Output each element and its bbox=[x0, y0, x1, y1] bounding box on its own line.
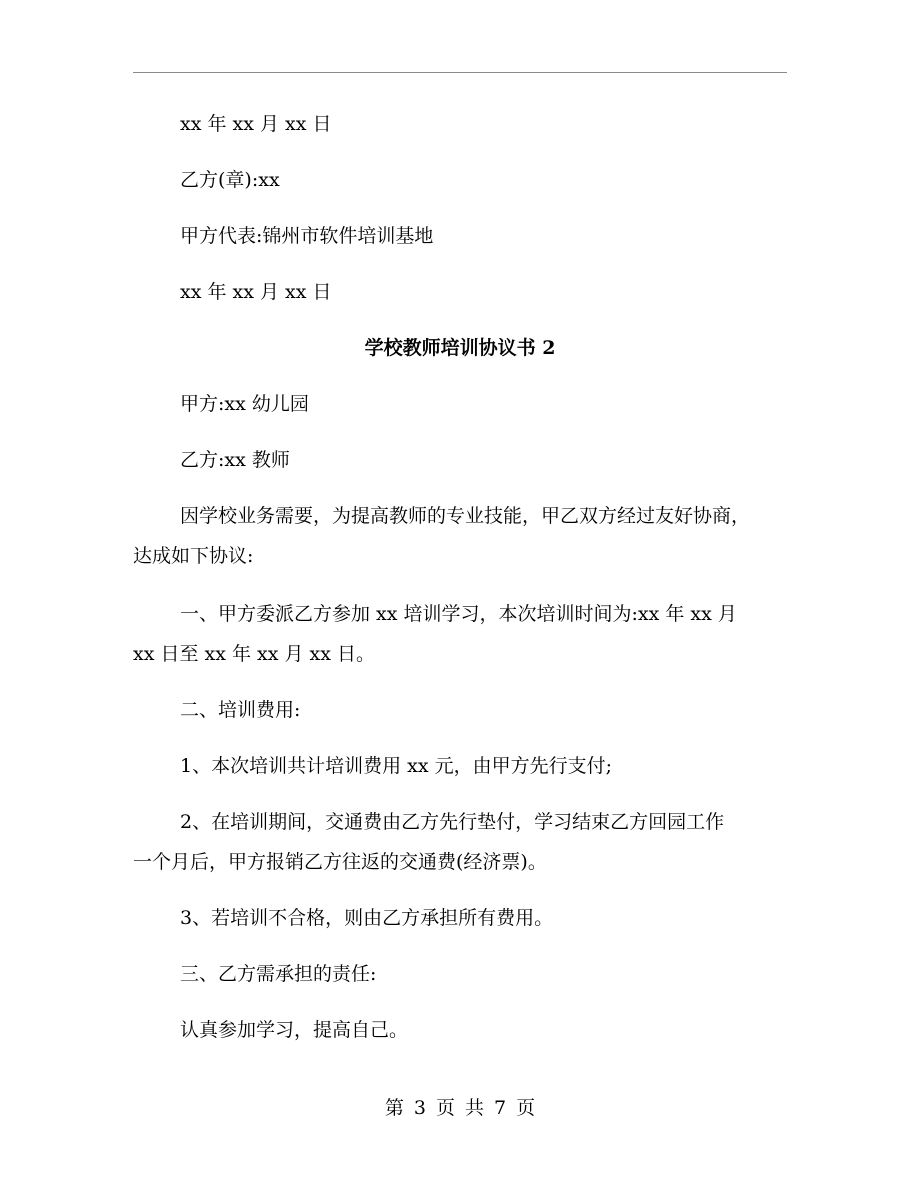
party-a-representative-line: 甲方代表:锦州市软件培训基地 bbox=[180, 225, 434, 247]
clause-two-item-3: 3、若培训不合格，则由乙方承担所有费用。 bbox=[180, 907, 554, 929]
clause-one-line-1: 一、甲方委派乙方参加 xx 培训学习，本次培训时间为:xx 年 xx 月 bbox=[180, 603, 737, 625]
intro-paragraph-line-2: 达成如下协议: bbox=[133, 545, 254, 567]
header-rule bbox=[133, 72, 787, 73]
party-a-line: 甲方:xx 幼儿园 bbox=[180, 393, 309, 415]
clause-two-item-2-line-1: 2、在培训期间，交通费由乙方先行垫付，学习结束乙方回园工作 bbox=[180, 811, 725, 833]
date-line: xx 年 xx 月 xx 日 bbox=[180, 113, 332, 135]
clause-three-body: 认真参加学习，提高自己。 bbox=[180, 1019, 409, 1041]
clause-two-item-1: 1、本次培训共计培训费用 xx 元，由甲方先行支付; bbox=[180, 755, 613, 777]
document-title: 学校教师培训协议书 2 bbox=[364, 337, 556, 359]
clause-three-heading: 三、乙方需承担的责任: bbox=[180, 963, 377, 985]
party-b-seal-line: 乙方(章):xx bbox=[180, 169, 280, 191]
intro-paragraph-line-1: 因学校业务需要，为提高教师的专业技能，甲乙双方经过友好协商， bbox=[180, 505, 751, 527]
party-b-line: 乙方:xx 教师 bbox=[180, 449, 290, 471]
date-line: xx 年 xx 月 xx 日 bbox=[180, 281, 332, 303]
page-number-footer: 第 3 页 共 7 页 bbox=[384, 1097, 536, 1119]
clause-two-heading: 二、培训费用: bbox=[180, 699, 301, 721]
clause-two-item-2-line-2: 一个月后，甲方报销乙方往返的交通费(经济票)。 bbox=[133, 851, 547, 873]
clause-one-line-2: xx 日至 xx 年 xx 月 xx 日。 bbox=[133, 643, 375, 665]
